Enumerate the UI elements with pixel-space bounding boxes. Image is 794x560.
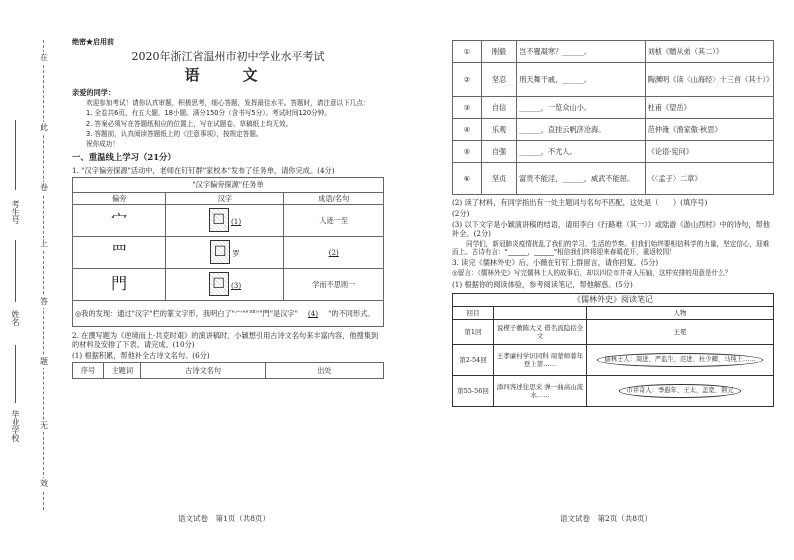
q3-sub1: (1) 根据你的阅读体验，参考阅读笔记，帮他解惑。(5分) [452,279,633,289]
poem-theme: 自信 [481,97,516,119]
school-line [15,345,16,403]
note-item: 1. 全卷共6页，有五大题，18小题。满分150分（含书写5分）。考试时间120分钟。 [86,109,331,118]
note-header-row [453,307,773,320]
q2-header: 主题词 [104,362,141,378]
seal-script-glyph: ☐ [209,272,229,296]
radical-glyph: 宀 [111,210,128,230]
finding-text: ◎我的发现：通过"汉字"栏的篆文字形，我明白了"宀""罒""門"是汉字" [75,308,298,318]
q2-header-table [72,362,384,379]
q2-header: 出处 [265,362,383,378]
poem-theme: 乐观 [481,119,516,141]
poem-source: 范仲淹《渔家傲·秋思》 [645,119,773,141]
note-chapter: 第1回 [453,320,494,344]
poem-text[interactable]: ______，不尤人。 [517,141,645,163]
binding-char: 卷 [40,183,48,192]
poem-theme: 自强 [481,141,516,163]
poem-source: 《〈孟子〉二章》 [645,163,773,195]
q2-sub3: (3) 以下文字是小颖演讲稿的结语，请用李白《行路难（其一）》或陆游《游山西村》中的诗句，帮他补全。(2分) [452,220,770,238]
reading-note [452,293,774,407]
q1-text: 1. "汉字偏旁探源"活动中，老师在钉钉群"家校本"发布了任务单，请你完成。(4分) [72,165,335,175]
intro-text: 欢迎参加考试！请你认真审题，积极思考，细心答题，发挥最佳水平。答题时，请注意以下几点： [86,99,370,108]
seal-script-glyph: ☐ [210,240,230,264]
answer-blank[interactable]: (3) [230,281,242,291]
binding-char: 上 [40,239,48,248]
poem-table [452,40,774,195]
radical-glyph: 門 [111,274,128,294]
poem-text[interactable]: 岂不罹凝寒？______。 [517,41,645,63]
note-header [494,307,587,319]
page-2 [452,40,774,407]
binding-char: 答 [40,297,48,306]
binding-line [43,40,44,510]
q2-sub1: (1) 根据积累，帮他补全古诗文名句。(6分) [72,350,210,360]
binding-char: 此 [40,123,48,132]
task-table [72,177,384,327]
poem-no: ② [453,63,482,97]
note-people-bubble: 儒林士人：周进、严监生、范进、杜少卿、马纯上…… [597,353,762,367]
note-people-bubble: 市井奇人：季遐年、王太、盖宽、荆元 [619,384,740,398]
poem-source: 《论语·宪问》 [645,141,773,163]
note-row [453,345,773,376]
q3-text: 3. 读完《儒林外史》后，小薇在钉钉上群留言，请你回复。(5分) [452,258,659,268]
poem-row [453,141,774,163]
subject-title: 语 文 [184,65,272,84]
poem-row [453,41,774,63]
poem-row [453,63,774,97]
phrase-cell: 学而不思则一 [284,268,384,300]
poem-no: ③ [453,97,482,119]
exam-title: 2020年浙江省温州市初中学业水平考试 [131,49,325,63]
poem-text[interactable]: 刑天舞干戚，______。 [517,63,645,97]
school-label: 毕业学校 [11,410,20,442]
radical-glyph: 罒 [111,242,128,262]
q2-sub2: (2) 读了材料，有同学指出有一处主题词与名句不匹配，这处是（ ）(填序号) [452,198,708,207]
note-chapter: 第55-56回 [453,376,494,406]
page-2-footer: 语文试卷 第2页（共8页） [560,514,653,523]
poem-no: ① [453,41,482,63]
finding-end: "的不同形式。 [328,308,375,318]
note-title: 《儒林外史》阅读笔记 [453,294,773,307]
q2-header: 古诗文名句 [141,362,265,378]
note-header: 人物 [673,308,687,317]
exam-id-label: 考生号 [11,200,20,224]
answer-blank[interactable]: (1) [230,217,242,227]
note-desc: 添四客述往思来 弹一曲高山流水…… [494,376,587,406]
answer-blank[interactable]: (4) [307,308,319,318]
phrase-cell: 人迹一至 [284,204,384,236]
answer-blank[interactable]: (2) [284,236,384,268]
q2-sub2-score: (2分) [452,209,470,218]
q2-header: 序号 [73,362,104,378]
poem-no: ⑥ [453,163,482,195]
poem-theme: 刚毅 [481,41,516,63]
task-row [73,268,384,300]
task-header: 成语/名句 [284,192,384,204]
section-1-title: 一、重温线上学习（21分） [72,152,176,163]
note-row [453,320,773,345]
binding-char: 题 [40,357,48,366]
name-line [15,240,16,302]
speech-text: 同学们，新冠肺炎疫情扰乱了我们的学习、生活的节奏。但我们始终要相信科学的力量，坚定信心，迎难而上。古诗有言："______，______"相信我们终将迎来春暖花开，重返校园！ [452,240,770,257]
greeting: 亲爱的同学： [72,88,116,98]
q2-text: 2. 在撰写题为《逆境而上·共克时艰》的演讲稿时，小颖想引用古诗文名句来丰富内容，他搜集到的材料及安排了下表。请完成。(10分) [72,330,379,349]
task-row [73,236,384,268]
page-1-footer: 语文试卷 第1页（共8页） [178,514,271,523]
binding-char: 在 [40,53,48,62]
task-table-title: "汉字偏旁探源"任务单 [73,177,384,192]
poem-text[interactable]: ______，一览众山小。 [517,97,645,119]
task-header: 偏旁 [73,192,166,204]
poem-source: 陶渊明《读〈山海经〉十三首（其十）》 [645,63,773,97]
poem-source: 刘桢《赠从弟（其二）》 [645,41,773,63]
page-1 [72,38,384,379]
poem-no: ⑤ [453,141,482,163]
seal-script-glyph: ☐ [209,208,229,232]
poem-source: 杜甫《望岳》 [645,97,773,119]
binding-char: 效 [40,479,48,488]
poem-row [453,97,774,119]
poem-theme: 坚贞 [481,163,516,195]
note-desc: 王孝廉村学识同科 周蒙师暮年登上第…… [494,345,587,375]
note-people: 王冕 [673,327,687,336]
note-desc: 说楔子敷陈大义 借名流隐括全文 [494,320,587,344]
poem-row [453,119,774,141]
note-item: 祝你成功！ [86,140,119,149]
binding-margin [0,0,64,560]
note-item: 2. 答案必须写在答题纸相应的位置上，写在试题卷、草稿纸上均无效。 [86,119,293,128]
note-header: 回目 [453,307,494,319]
name-label: 姓名 [11,310,20,326]
poem-text[interactable]: 富贵不能淫，______，威武不能屈。 [517,163,645,195]
secret-label: 绝密★启用前 [72,37,114,46]
poem-text[interactable]: ______，直挂云帆济沧海。 [517,119,645,141]
note-chapter: 第2-54回 [453,345,494,375]
side-char: 罗 [232,249,240,259]
note-row [453,376,773,406]
poem-theme: 坚忍 [481,63,516,97]
binding-char: 无 [40,421,48,430]
note-item: 3. 答题前，认真阅读答题纸上的《注意事项》，按规定答题。 [86,129,263,138]
q3-post: ◎留言：《儒林外史》写完儒林士人的故事后，却以四位市井奇人压轴，这样安排的用意是什么？ [452,269,732,278]
poem-no: ④ [453,119,482,141]
task-header: 汉字 [166,192,284,204]
exam-id-line [15,120,16,190]
poem-row [453,163,774,195]
task-row [73,204,384,236]
